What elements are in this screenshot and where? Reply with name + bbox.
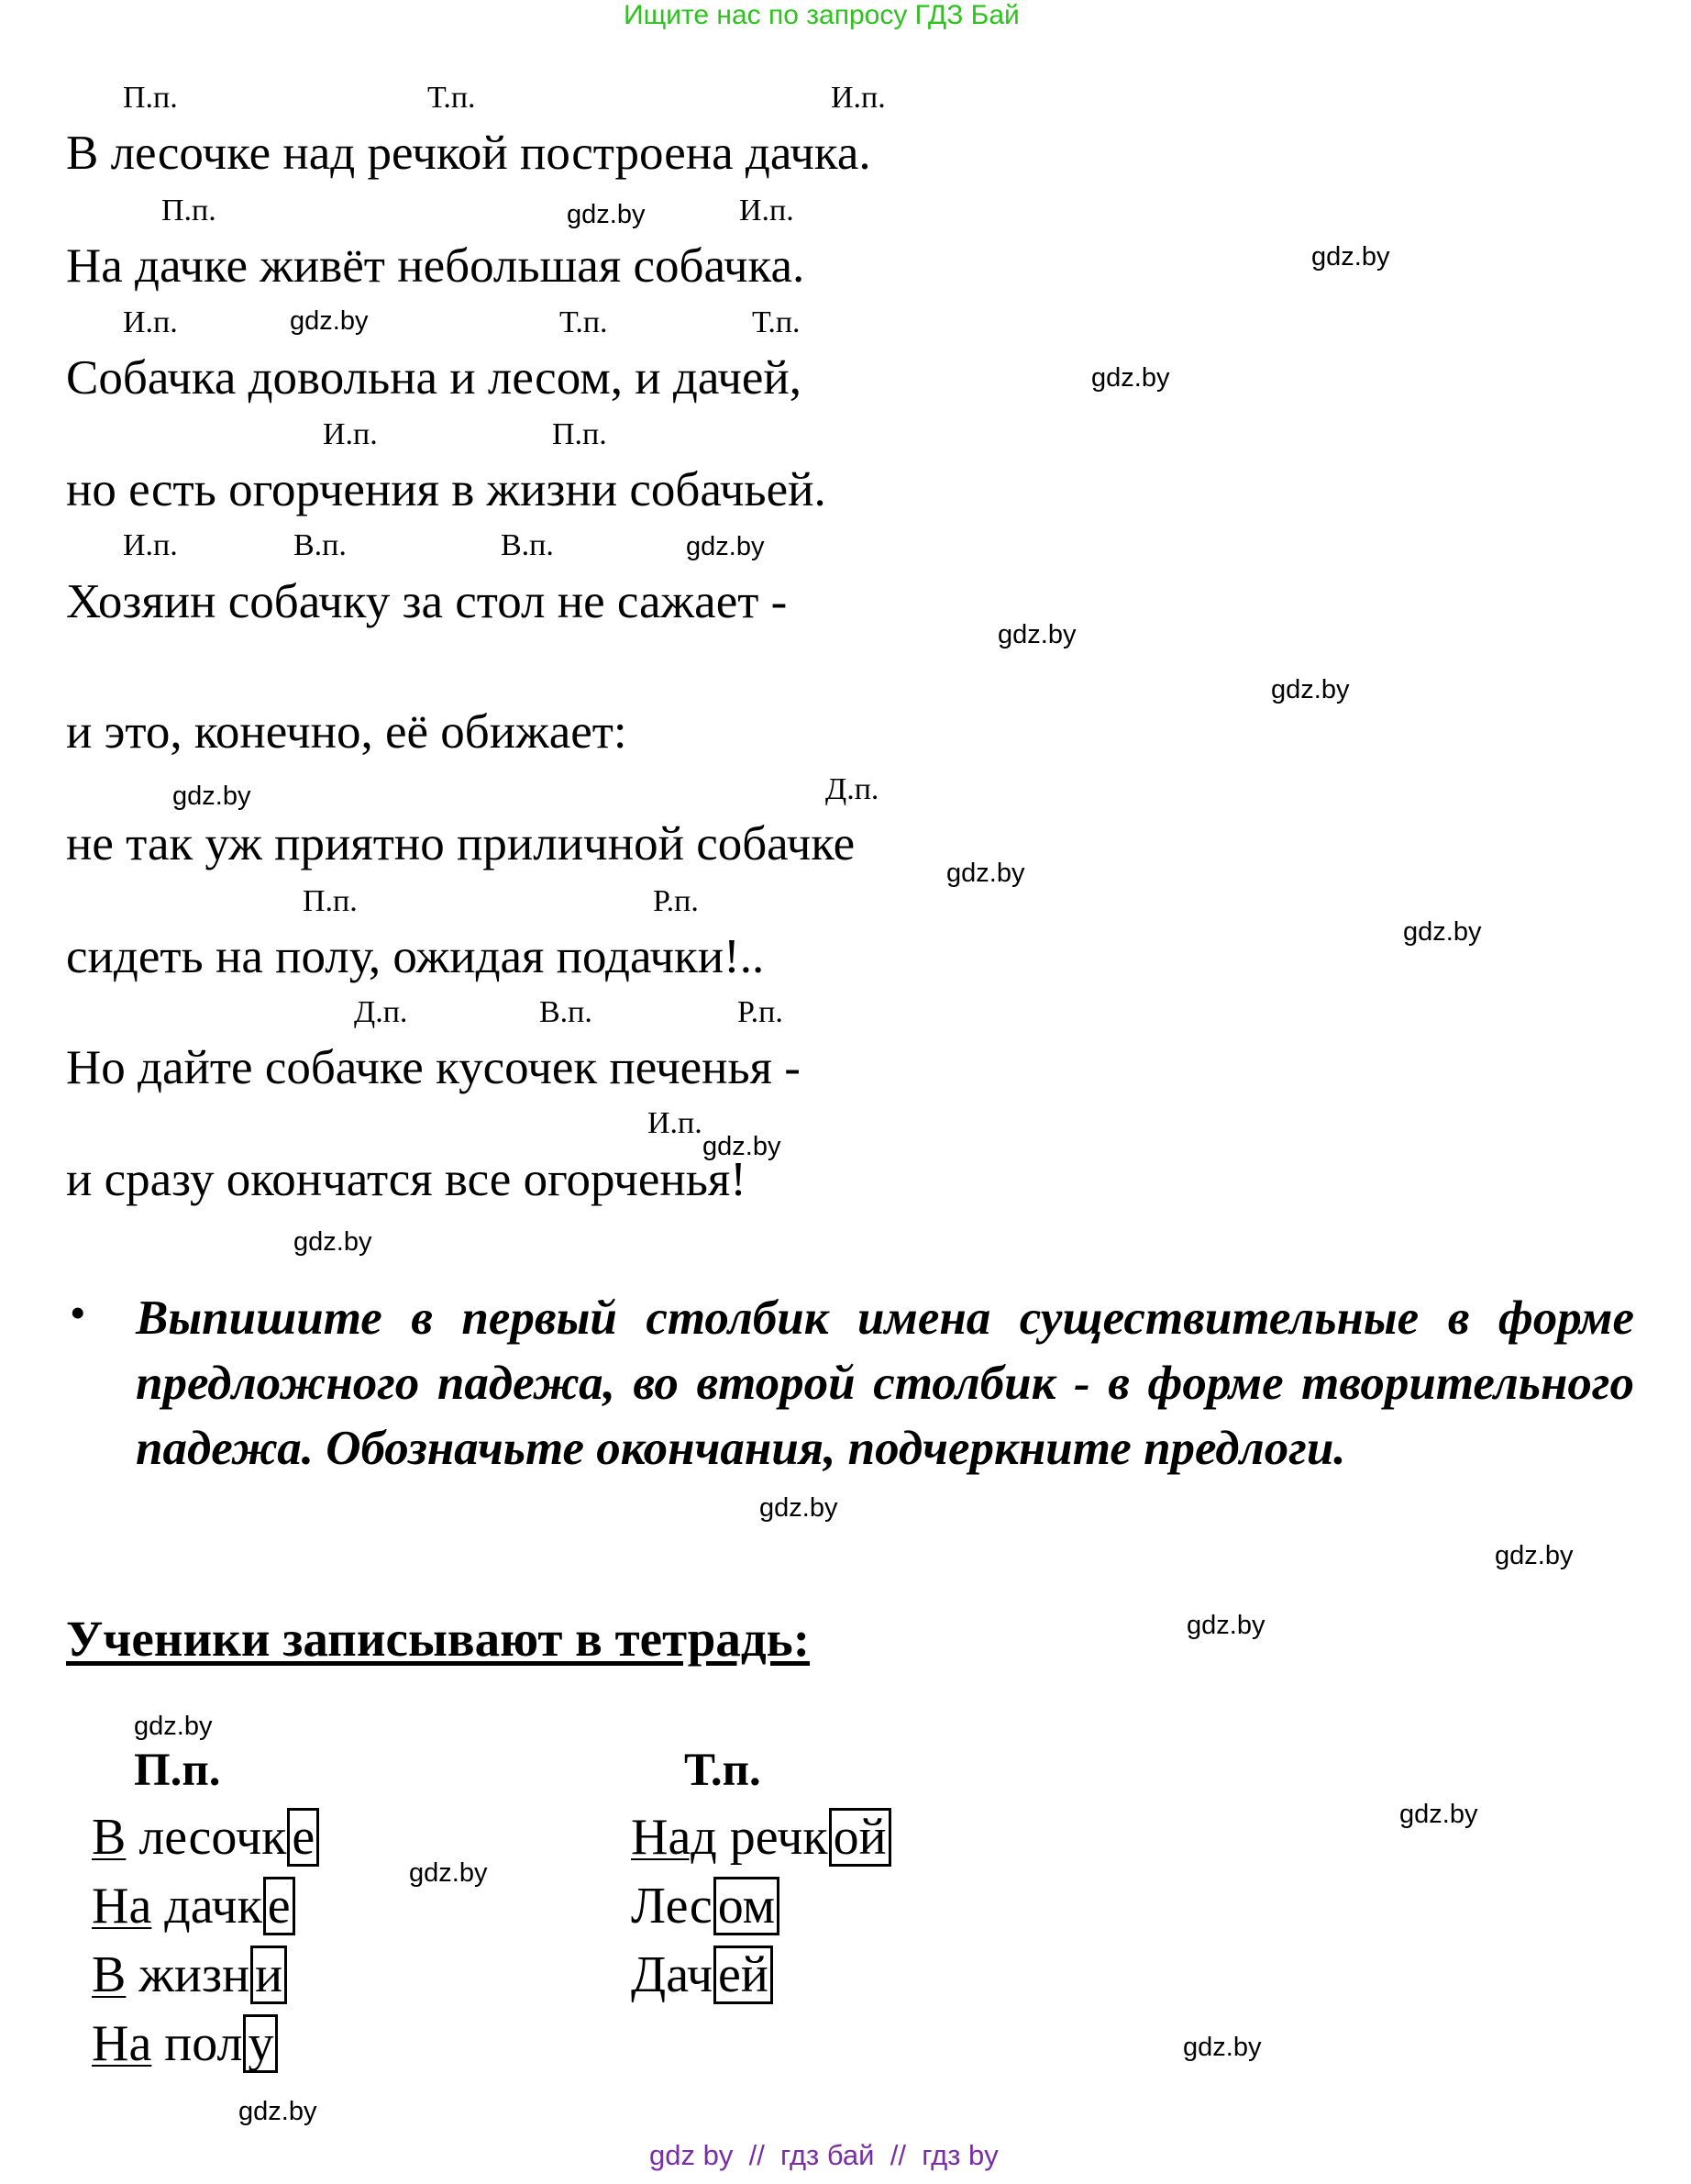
case-label: В.п. (501, 528, 554, 562)
watermark: gdz.by (1187, 1611, 1265, 1640)
case-label: И.п. (831, 81, 886, 115)
poem-line: Хозяин собачку за стол не сажает - (66, 575, 788, 628)
case-label: Р.п. (737, 995, 783, 1029)
watermark: gdz.by (567, 200, 646, 229)
ending-box: ой (829, 1808, 891, 1867)
ending-box: у (243, 2014, 278, 2073)
case-label: И.п. (123, 528, 178, 562)
word-stem: Лес (631, 1878, 713, 1935)
poem-line: и сразу окончатся все огорченья! (66, 1153, 746, 1206)
watermark: gdz.by (1183, 2033, 1262, 2062)
watermark: gdz.by (1311, 242, 1390, 272)
watermark: gdz.by (1403, 917, 1482, 947)
ending-box: е (287, 1808, 319, 1867)
column-header-instrumental: Т.п. (684, 1745, 761, 1796)
preposition: В (92, 1809, 127, 1866)
case-label: Р.п. (653, 884, 699, 918)
case-label: Д.п. (354, 995, 408, 1029)
poem-line: не так уж приятно приличной собачке (66, 817, 856, 870)
watermark: gdz.by (134, 1712, 213, 1741)
case-label: И.п. (647, 1106, 702, 1140)
poem-line: На дачке живёт небольшая собачка. (66, 239, 805, 293)
footer-separator: // (890, 2139, 906, 2171)
case-label: Т.п. (752, 305, 801, 339)
case-label: И.п. (123, 305, 178, 339)
watermark: gdz.by (1271, 675, 1350, 704)
footer-link-gdz-bay[interactable]: гдз бай (780, 2139, 875, 2171)
word-stem: пол (164, 2015, 243, 2072)
poem-line: В лесочке над речкой построена дачка. (66, 127, 871, 180)
footer-separator: // (748, 2139, 765, 2171)
watermark: gdz.by (1091, 363, 1170, 393)
column-header-prepositional: П.п. (134, 1745, 221, 1796)
poem-line: Собачка довольна и лесом, и дачей, (66, 351, 802, 405)
case-label: И.п. (323, 417, 378, 451)
site-banner[interactable]: Ищите нас по запросу ГДЗ Бай (624, 0, 1020, 30)
watermark: gdz.by (702, 1132, 781, 1161)
footer (649, 2139, 999, 2172)
poem-line: и это, конечно, её обижает: (66, 705, 627, 759)
case-label: П.п. (123, 81, 178, 115)
poem-line: сидеть на полу, ожидая подачки!.. (66, 930, 765, 983)
poem-line: но есть огорчения в жизни собачьей. (66, 463, 826, 516)
watermark: gdz.by (759, 1493, 838, 1523)
footer-link-gdz-by-cyr[interactable]: гдз by (922, 2139, 999, 2171)
preposition: На (92, 2015, 152, 2072)
ending-box: е (263, 1877, 295, 1935)
word-stem: лесочк (138, 1809, 287, 1866)
bullet-icon: • (70, 1287, 86, 1338)
ending-box: ом (713, 1877, 779, 1935)
case-label: В.п. (539, 995, 592, 1029)
answer-row (631, 1943, 773, 2007)
case-label: Д.п. (825, 772, 879, 806)
watermark: gdz.by (238, 2097, 317, 2126)
word-stem: речк (729, 1809, 828, 1866)
preposition: В (92, 1946, 127, 2003)
answer-row (92, 1874, 295, 1938)
watermark: gdz.by (290, 306, 369, 336)
answer-row (631, 1805, 891, 1869)
footer-link-gdz-by[interactable]: gdz by (649, 2139, 734, 2171)
watermark: gdz.by (946, 859, 1025, 888)
ending-box: и (250, 1946, 287, 2004)
answer-row (92, 1805, 319, 1869)
task-text: Выпишите в первый столбик имена существительные в форме предложного падежа, во второй столбик - в форме творительного падежа. Обозначьте окончания, подчеркните предлоги. (136, 1292, 1634, 1475)
poem-line: Но дайте собачке кусочек печенья - (66, 1041, 801, 1094)
case-label: П.п. (161, 194, 216, 227)
case-label: И.п. (739, 194, 794, 227)
case-label: Т.п. (559, 305, 608, 339)
watermark: gdz.by (998, 620, 1077, 649)
watermark: gdz.by (1399, 1800, 1478, 1829)
word-stem: Дач (631, 1946, 713, 2003)
word-stem: дачк (164, 1878, 262, 1935)
answer-row (631, 1874, 779, 1938)
case-label: Т.п. (427, 81, 476, 115)
case-label: П.п. (552, 417, 607, 451)
notebook-heading: Ученики записывают в тетрадь: (66, 1611, 811, 1667)
answer-row (92, 1943, 287, 2007)
word-stem: жизн (138, 1946, 250, 2003)
ending-box: ей (713, 1946, 773, 2004)
watermark: gdz.by (1495, 1541, 1574, 1570)
case-label: П.п. (303, 884, 358, 918)
answer-row (92, 2012, 278, 2076)
preposition: Над (631, 1809, 717, 1866)
watermark: gdz.by (409, 1858, 488, 1888)
preposition: На (92, 1878, 152, 1935)
watermark: gdz.by (172, 782, 251, 811)
watermark: gdz.by (293, 1227, 372, 1257)
case-label: В.п. (293, 528, 347, 562)
watermark: gdz.by (686, 532, 765, 561)
